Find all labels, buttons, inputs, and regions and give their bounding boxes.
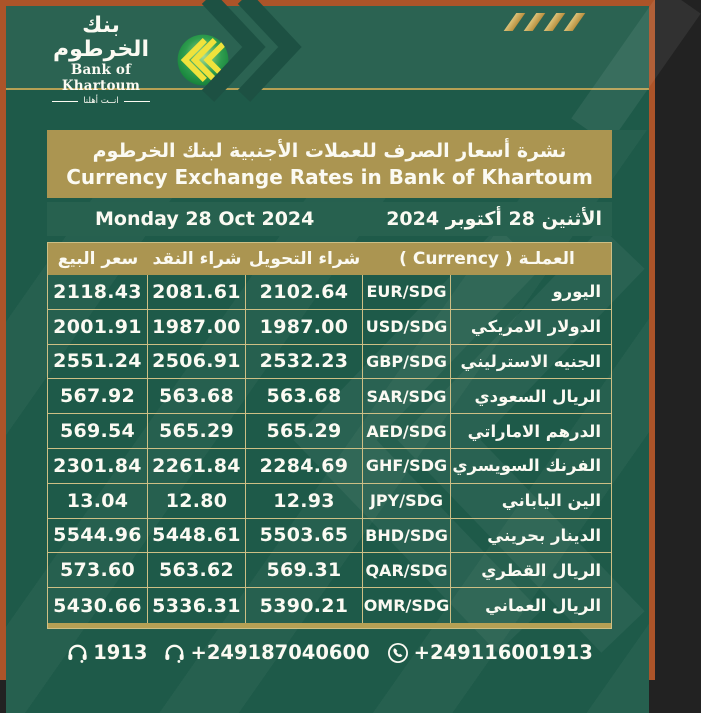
headset-icon bbox=[66, 641, 89, 664]
currency-name: الريال القطري bbox=[481, 560, 601, 580]
rates-table-header bbox=[48, 243, 611, 275]
currency-code: USD/SDG bbox=[363, 310, 451, 344]
cash-buy-price: 5448.61 bbox=[148, 519, 246, 553]
tagline-text: انــت أهلنا bbox=[83, 96, 119, 106]
transfer-buy-price: 2284.69 bbox=[246, 449, 363, 483]
sell-price: 569.54 bbox=[48, 414, 148, 448]
rate-row bbox=[48, 588, 611, 623]
sell-price: 2118.43 bbox=[48, 275, 148, 309]
cash-buy-price: 565.29 bbox=[148, 414, 246, 448]
banner-title-arabic: نشرة أسعار الصرف للعملات الأجنبية لبنك الخرطوم bbox=[92, 140, 567, 162]
cash-buy-price: 2261.84 bbox=[148, 449, 246, 483]
sell-price: 2551.24 bbox=[48, 345, 148, 379]
rate-row bbox=[48, 310, 611, 345]
light-streak-decor bbox=[571, 0, 700, 145]
header-band bbox=[6, 6, 649, 106]
date-row bbox=[47, 202, 612, 236]
header-sell-price: سعر البيع bbox=[57, 249, 139, 269]
currency-code: GHF/SDG bbox=[363, 449, 451, 483]
tagline-dash bbox=[124, 101, 150, 102]
transfer-buy-price: 563.68 bbox=[246, 379, 363, 413]
transfer-buy-price: 1987.00 bbox=[246, 310, 363, 344]
currency-name: الدرهم الاماراتي bbox=[467, 421, 601, 441]
contact-footer bbox=[47, 641, 612, 665]
rate-row bbox=[48, 345, 611, 380]
currency-name: الدينار بحريني bbox=[487, 525, 601, 545]
sell-price: 573.60 bbox=[48, 553, 148, 587]
banner-title-english: Currency Exchange Rates in Bank of Khartoum bbox=[66, 165, 593, 189]
bank-name-english: Bank of Khartoum bbox=[61, 62, 141, 94]
cash-buy-price: 563.68 bbox=[148, 379, 246, 413]
bank-logo bbox=[36, 14, 232, 106]
gold-stripe bbox=[524, 13, 546, 31]
cash-buy-price: 1987.00 bbox=[148, 310, 246, 344]
hotline-number: 1913 bbox=[93, 641, 148, 665]
sell-price: 5544.96 bbox=[48, 519, 148, 553]
currency-name: الفرنك السويسري bbox=[452, 456, 601, 476]
headset-icon bbox=[163, 641, 186, 664]
currency-name: الريال العماني bbox=[485, 596, 601, 616]
rate-row bbox=[48, 553, 611, 588]
currency-code: JPY/SDG bbox=[363, 484, 451, 518]
currency-code: OMR/SDG bbox=[363, 588, 451, 623]
title-banner bbox=[47, 130, 612, 198]
gold-stripe bbox=[544, 13, 566, 31]
bank-logo-text bbox=[36, 14, 166, 106]
currency-name: الريال السعودي bbox=[474, 386, 601, 406]
cash-buy-price: 2081.61 bbox=[148, 275, 246, 309]
transfer-buy-price: 565.29 bbox=[246, 414, 363, 448]
date-arabic: الأثنين 28 أكتوبر 2024 bbox=[386, 208, 602, 230]
hotline-contact[interactable] bbox=[66, 641, 147, 664]
rate-row bbox=[48, 519, 611, 554]
rates-table-body bbox=[48, 275, 611, 623]
header-cash-buy: شراء النقد bbox=[152, 249, 242, 269]
currency-code: EUR/SDG bbox=[363, 275, 451, 309]
sell-price: 567.92 bbox=[48, 379, 148, 413]
currency-name: اليورو bbox=[552, 282, 601, 302]
currency-code: AED/SDG bbox=[363, 414, 451, 448]
transfer-buy-price: 12.93 bbox=[246, 484, 363, 518]
tagline-dash bbox=[52, 101, 78, 102]
table-bottom-bar bbox=[48, 623, 611, 628]
sell-price: 2001.91 bbox=[48, 310, 148, 344]
rate-row bbox=[48, 379, 611, 414]
sell-price: 2301.84 bbox=[48, 449, 148, 483]
date-english: Monday 28 Oct 2024 bbox=[95, 208, 315, 230]
rate-row bbox=[48, 414, 611, 449]
header-currency: العملـة ( Currency ) bbox=[399, 249, 575, 269]
currency-name: الين الياباني bbox=[501, 491, 601, 511]
bank-tagline bbox=[36, 96, 166, 106]
cash-buy-price: 12.80 bbox=[148, 484, 246, 518]
currency-code: BHD/SDG bbox=[363, 519, 451, 553]
sell-price: 13.04 bbox=[48, 484, 148, 518]
main-body bbox=[6, 130, 649, 713]
cash-buy-price: 563.62 bbox=[148, 553, 246, 587]
cash-buy-price: 5336.31 bbox=[148, 588, 246, 623]
transfer-buy-price: 5503.65 bbox=[246, 519, 363, 553]
bank-name-arabic: بنك الخرطوم bbox=[53, 13, 149, 62]
whatsapp-icon bbox=[386, 641, 410, 665]
currency-name: الجنيه الاسترليني bbox=[460, 351, 601, 371]
rate-row bbox=[48, 484, 611, 519]
transfer-buy-price: 569.31 bbox=[246, 553, 363, 587]
header-transfer-buy: شراء التحويل bbox=[248, 249, 361, 269]
currency-code: GBP/SDG bbox=[363, 345, 451, 379]
transfer-buy-price: 2102.64 bbox=[246, 275, 363, 309]
cash-buy-price: 2506.91 bbox=[148, 345, 246, 379]
whatsapp-number: +249116001913 bbox=[413, 641, 593, 665]
transfer-buy-price: 2532.23 bbox=[246, 345, 363, 379]
rate-row bbox=[48, 275, 611, 310]
currency-code: QAR/SDG bbox=[363, 553, 451, 587]
gold-stripe bbox=[564, 13, 586, 31]
phone-number: +249187040600 bbox=[190, 641, 370, 665]
sell-price: 5430.66 bbox=[48, 588, 148, 623]
content-column bbox=[47, 130, 612, 665]
gold-stripe bbox=[504, 13, 526, 31]
rate-row bbox=[48, 449, 611, 484]
chevron-pattern-decor bbox=[204, 6, 304, 88]
phone-contact[interactable] bbox=[163, 641, 369, 664]
transfer-buy-price: 5390.21 bbox=[246, 588, 363, 623]
currency-code: SAR/SDG bbox=[363, 379, 451, 413]
rates-table bbox=[47, 242, 612, 629]
whatsapp-contact[interactable] bbox=[386, 641, 593, 665]
gold-stripes-decor bbox=[510, 13, 579, 31]
currency-name: الدولار الامريكي bbox=[470, 317, 601, 337]
